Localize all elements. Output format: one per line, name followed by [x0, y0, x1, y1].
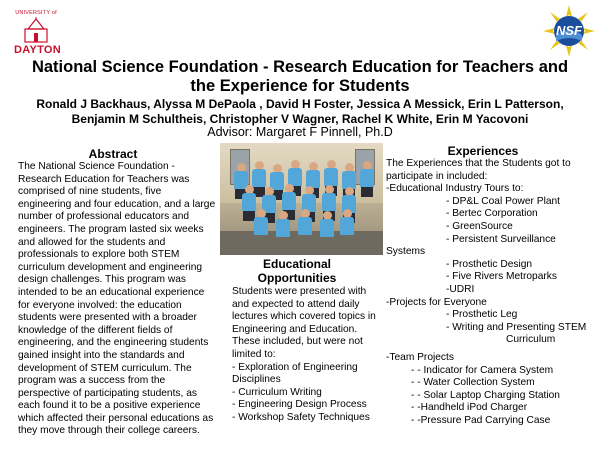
photo-person: [254, 209, 268, 235]
team-project-item: - - Solar Laptop Charging Station: [411, 389, 560, 401]
industry-tour-item: -UDRI: [446, 283, 475, 295]
experiences-heading: Experiences: [447, 144, 519, 158]
industry-tour-item: - Prosthetic Design: [446, 258, 533, 270]
industry-tour-item: - DP&L Coal Power Plant: [446, 195, 560, 207]
nsf-logo-text: NSF: [556, 23, 582, 38]
everyone-project-item: - Writing and Presenting STEM: [446, 321, 587, 333]
university-logo-name: DAYTON: [14, 44, 62, 56]
experiences-intro: The Experiences that the Students got to participate in included:: [386, 158, 571, 182]
team-projects-label: -Team Projects: [386, 351, 454, 363]
educational-opportunities-heading: Educational Opportunities: [257, 257, 337, 285]
abstract-body: The National Science Foundation - Research Education for Teachers was comprised of nine students, five engineering and four education, and a large number of professional educators and engineers. The program lasted six weeks and allowed for the students and professionals to explore both STEM curriculum development and engineering design challenges. This program was intended to be an educational experience for everyone involved: the education students were presented with a broader knowledge of the different fields of engineering, and the engineering students gained insight into the standards and development of STEM curriculum. The program was a success from the perspective of participating students, as each found it to be a positive experience which affected their personal educations as they move through their college careers.: [18, 161, 216, 437]
team-project-item: - - Indicator for Camera System: [411, 364, 554, 376]
educational-item: - Exploration of Engineering Disciplines: [232, 361, 358, 386]
team-project-item: - - Water Collection System: [411, 377, 535, 389]
industry-tours-label: -Educational Industry Tours to:: [386, 183, 524, 195]
educational-item: - Curriculum Writing: [232, 386, 322, 398]
team-project-item: - -Handheld iPod Charger: [411, 402, 528, 414]
projects-for-everyone-label: -Projects for Everyone: [386, 296, 487, 308]
photo-person: [320, 211, 334, 237]
group-photo: [220, 143, 383, 255]
educational-intro: Students were presented with and expected to attend daily lectures which covered topics in Engineering and Education. These included, but were not limited to:: [232, 286, 376, 360]
industry-tour-item: - GreenSource: [446, 220, 513, 232]
industry-tour-item-wrap: Systems: [386, 246, 426, 258]
everyone-project-item-wrap: Curriculum: [506, 334, 556, 346]
experiences-body: [386, 158, 596, 427]
educational-item: - Engineering Design Process: [232, 399, 367, 411]
educational-opportunities-body: [232, 286, 384, 425]
everyone-project-item: - Prosthetic Leg: [446, 309, 518, 321]
university-of-dayton-logo: [14, 10, 62, 56]
industry-tour-item: - Persistent Surveillance: [446, 233, 556, 245]
nsf-logo: [543, 5, 595, 57]
authors-list: Ronald J Backhaus, Alyssa M DePaola , David H Foster, Jessica A Messick, Erin L Patterson, Benjamin M Schultheis, Christopher V Wagner, Rachel K White, Erin M Yacovoni: [36, 97, 564, 126]
chapel-icon: [22, 17, 50, 43]
industry-tour-item: - Five Rivers Metroparks: [446, 271, 557, 283]
advisor-line: Advisor: Margaret F Pinnell, Ph.D: [207, 125, 393, 139]
photo-person: [340, 209, 354, 235]
team-project-item: - -Pressure Pad Carrying Case: [411, 414, 551, 426]
photo-person: [360, 161, 374, 197]
abstract-heading: Abstract: [88, 147, 138, 161]
photo-person: [298, 209, 312, 235]
university-logo-top-text: UNIVERSITY of: [15, 10, 57, 16]
poster-title: National Science Foundation - Research Education for Teachers and the Experience for Students: [31, 58, 569, 95]
industry-tour-item: - Bertec Corporation: [446, 208, 538, 220]
educational-item: - Workshop Safety Techniques: [232, 411, 370, 423]
photo-person: [276, 211, 290, 237]
